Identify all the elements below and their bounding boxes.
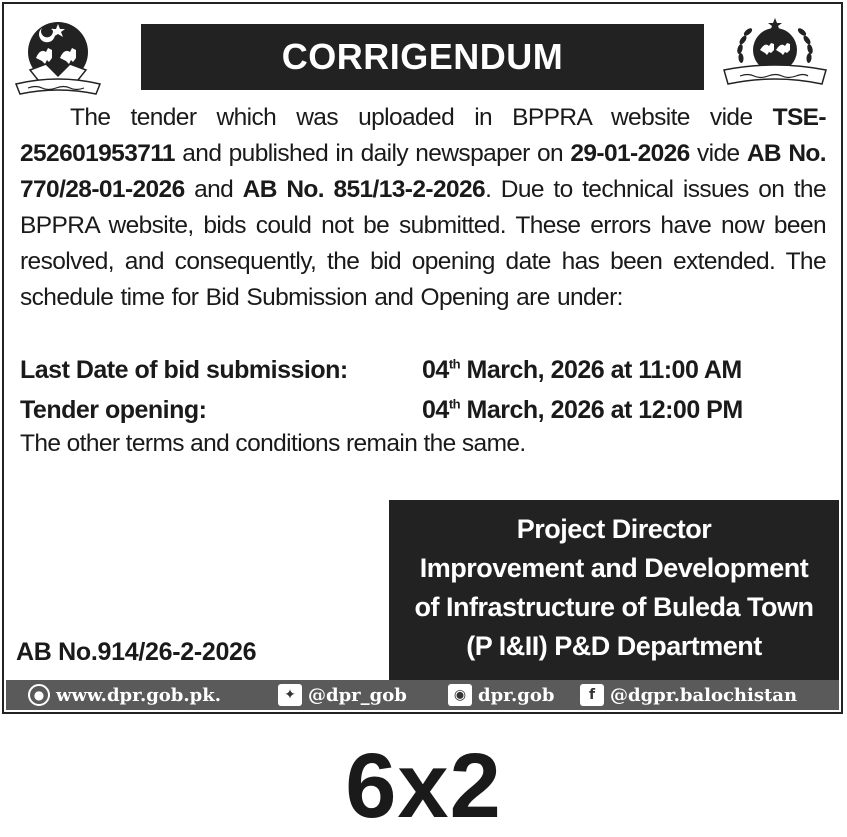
- signatory-line: Project Director: [516, 514, 712, 544]
- tender-reference: TSE-252601953711: [20, 104, 826, 167]
- signatory-line: of Infrastructure of Buleda Town: [414, 592, 814, 622]
- instagram-handle[interactable]: dpr.gob: [478, 684, 555, 706]
- twitter-handle[interactable]: @dpr_gob: [308, 684, 407, 706]
- ab-reference: AB No.914/26-2-2026: [16, 638, 257, 666]
- notice-title: CORRIGENDUM: [141, 24, 704, 90]
- balochistan-emblem-logo: [12, 14, 104, 98]
- body-text-1: The tender which was uploaded in BPPRA website vide: [70, 104, 773, 131]
- twitter-icon: ✦: [278, 684, 302, 706]
- notice-body: [20, 100, 826, 316]
- footer-instagram[interactable]: [448, 684, 554, 706]
- globe-icon: ●: [28, 684, 50, 706]
- schedule-label: Tender opening:: [20, 396, 207, 424]
- website-link[interactable]: www.dpr.gob.pk.: [56, 684, 221, 706]
- signatory-line: (P I&II) P&D Department: [466, 631, 762, 661]
- facebook-icon: f: [580, 684, 604, 706]
- footer-twitter[interactable]: [278, 684, 407, 706]
- body-text-4: and: [184, 176, 243, 203]
- facebook-handle[interactable]: @dgpr.balochistan: [610, 684, 798, 706]
- ab-number-2: AB No. 851/13-2-2026: [242, 176, 486, 203]
- schedule-label: Last Date of bid submission:: [20, 356, 348, 384]
- ab-number-1: AB No. 770/28-01-2026: [20, 140, 826, 203]
- footer-bar: [6, 680, 839, 710]
- instagram-icon: ◉: [448, 684, 472, 706]
- schedule-value: 04th March, 2026 at 11:00 AM: [422, 356, 742, 384]
- dgpr-emblem-logo: [718, 16, 832, 90]
- body-text-3: vide: [689, 140, 747, 167]
- footer-facebook[interactable]: [580, 684, 797, 706]
- body-text-5: . Due to technical issues on the BPPRA website, bids could not be submitted. These errors have now been resolved, and consequently, the bid opening date has been extended. The schedule time for Bid Submission and Opening are under:: [20, 176, 826, 311]
- schedule-value: 04th March, 2026 at 12:00 PM: [422, 396, 743, 424]
- ad-size-tag: 6x2: [345, 735, 502, 837]
- footer-website[interactable]: [28, 684, 221, 706]
- terms-text: The other terms and conditions remain the same.: [20, 430, 526, 457]
- publish-date: 29-01-2026: [570, 140, 690, 167]
- body-text-2: and published in daily newspaper on: [174, 140, 571, 167]
- signatory-block: [389, 500, 839, 682]
- signatory-line: Improvement and Development: [419, 553, 809, 583]
